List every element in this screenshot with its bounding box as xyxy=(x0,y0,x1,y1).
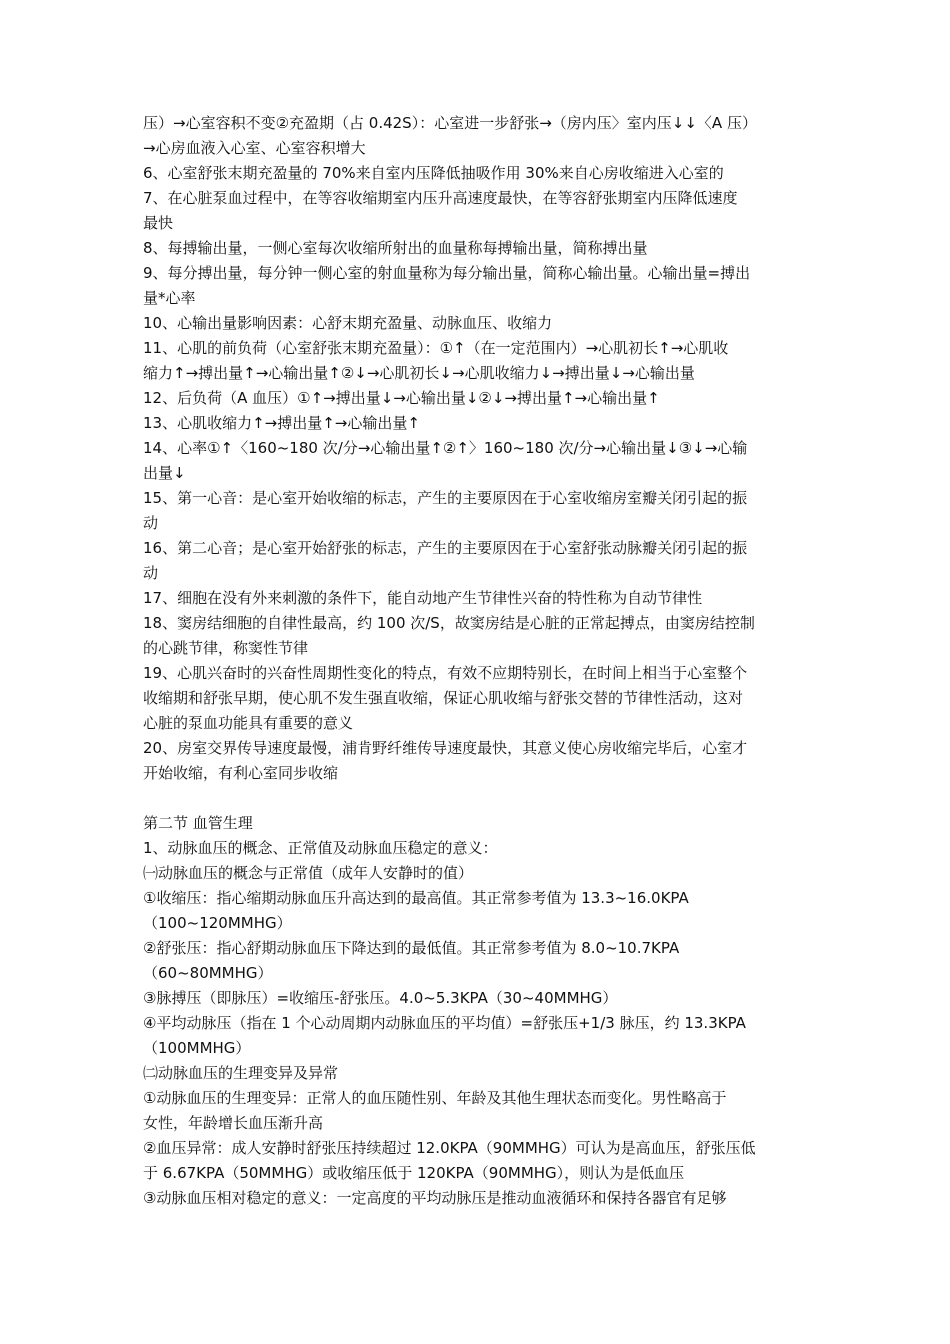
text-line: 6、心室舒张末期充盈量的 70%来自室内压降低抽吸作用 30%来自心房收缩进入心室的 xyxy=(143,164,724,182)
text-line: 女性，年龄增长血压渐升高 xyxy=(143,1114,324,1132)
text-line: 17、细胞在没有外来刺激的条件下，能自动地产生节律性兴奋的特性称为自动节律性 xyxy=(143,589,703,607)
text-line: ③脉搏压（即脉压）=收缩压-舒张压。4.0~5.3KPA（30~40MMHG） xyxy=(143,989,618,1007)
text-line: 16、第二心音；是心室开始舒张的标志，产生的主要原因在于心室舒张动脉瓣关闭引起的振 xyxy=(143,539,748,557)
part2-paragraphs xyxy=(143,836,808,1211)
section-title: 第二节 血管生理 xyxy=(143,814,253,832)
text-line: 15、第一心音：是心室开始收缩的标志，产生的主要原因在于心室收缩房室瓣关闭引起的振 xyxy=(143,489,748,507)
text-line: 最快 xyxy=(143,214,174,232)
text-line: 收缩期和舒张早期，使心肌不发生强直收缩，保证心肌收缩与舒张交替的节律性活动，这对 xyxy=(143,689,744,707)
text-line: 14、心率①↑〈160~180 次/分→心输出量↑②↑〉160~180 次/分→心输出量↓③↓→心输 xyxy=(143,439,748,457)
text-line: ③动脉血压相对稳定的意义：一定高度的平均动脉压是推动血液循环和保持各器官有足够 xyxy=(143,1189,727,1207)
text-line: ④平均动脉压（指在 1 个心动周期内动脉血压的平均值）=舒张压+1/3 脉压，约 13.3KPA xyxy=(143,1014,746,1032)
text-line: 的心跳节律，称窦性节律 xyxy=(143,639,309,657)
text-line: 开始收缩，有利心室同步收缩 xyxy=(143,764,339,782)
text-line: 9、每分搏出量，每分钟一侧心室的射血量称为每分输出量，简称心输出量。心输出量=搏出 xyxy=(143,264,751,282)
text-line: 10、心输出量影响因素：心舒末期充盈量、动脉血压、收缩力 xyxy=(143,314,553,332)
text-line: 动 xyxy=(143,514,159,532)
text-line: ㈡动脉血压的生理变异及异常 xyxy=(143,1064,339,1082)
text-line: 缩力↑→搏出量↑→心输出量↑②↓→心肌初长↓→心肌收缩力↓→搏出量↓→心输出量 xyxy=(143,364,695,382)
document-body xyxy=(143,111,808,1211)
section-gap xyxy=(143,786,808,811)
text-line: 量*心率 xyxy=(143,289,196,307)
text-line: 19、心肌兴奋时的兴奋性周期性变化的特点，有效不应期特别长，在时间上相当于心室整个 xyxy=(143,664,748,682)
text-line: 8、每搏输出量，一侧心室每次收缩所射出的血量称每搏输出量，简称搏出量 xyxy=(143,239,648,257)
text-line: ㈠动脉血压的概念与正常值（成年人安静时的值） xyxy=(143,864,474,882)
text-line: 于 6.67KPA（50MMHG）或收缩压低于 120KPA（90MMHG），则认为是低血压 xyxy=(143,1164,685,1182)
text-line: 7、在心脏泵血过程中，在等容收缩期室内压升高速度最快，在等容舒张期室内压降低速度 xyxy=(143,189,738,207)
text-line: 12、后负荷（A 血压）①↑→搏出量↓→心输出量↓②↓→搏出量↑→心输出量↑ xyxy=(143,389,660,407)
text-line: （100MMHG） xyxy=(143,1039,251,1057)
text-line: →心房血液入心室、心室容积增大 xyxy=(143,139,366,157)
text-line: ①动脉血压的生理变异：正常人的血压随性别、年龄及其他生理状态而变化。男性略高于 xyxy=(143,1089,727,1107)
text-line: ②舒张压：指心舒期动脉血压下降达到的最低值。其正常参考值为 8.0~10.7KPA xyxy=(143,939,680,957)
text-line: （60~80MMHG） xyxy=(143,964,273,982)
part1-paragraphs xyxy=(143,111,808,786)
text-line: 11、心肌的前负荷（心室舒张末期充盈量）：①↑（在一定范围内）→心肌初长↑→心肌收 xyxy=(143,339,729,357)
text-line: ①收缩压：指心缩期动脉血压升高达到的最高值。其正常参考值为 13.3~16.0KPA xyxy=(143,889,689,907)
text-line: 出量↓ xyxy=(143,464,186,482)
text-line: 动 xyxy=(143,564,159,582)
text-line: 心脏的泵血功能具有重要的意义 xyxy=(143,714,354,732)
text-line: （100~120MMHG） xyxy=(143,914,292,932)
text-line: 13、心肌收缩力↑→搏出量↑→心输出量↑ xyxy=(143,414,420,432)
text-line: 压）→心室容积不变②充盈期（占 0.42S）：心室进一步舒张→（房内压〉室内压↓↓〈A 压） xyxy=(143,114,757,132)
text-line: 18、窦房结细胞的自律性最高，约 100 次/S，故窦房结是心脏的正常起搏点，由窦房结控制 xyxy=(143,614,755,632)
text-line: 1、动脉血压的概念、正常值及动脉血压稳定的意义： xyxy=(143,839,498,857)
text-line: 20、房室交界传导速度最慢，浦肯野纤维传导速度最快，其意义使心房收缩完毕后，心室才 xyxy=(143,739,748,757)
text-line: ②血压异常：成人安静时舒张压持续超过 12.0KPA（90MMHG）可认为是高血压，舒张压低 xyxy=(143,1139,756,1157)
